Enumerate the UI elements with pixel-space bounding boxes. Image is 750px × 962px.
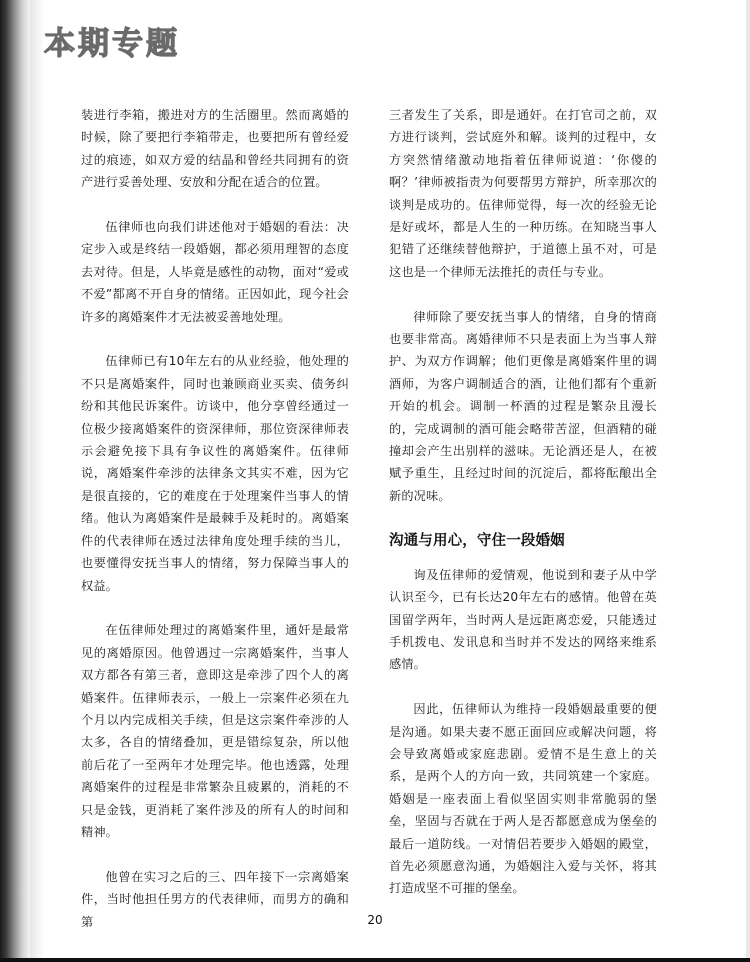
section-header-title: 本期专题: [44, 26, 180, 62]
paragraph: 伍律师已有10年左右的从业经验，他处理的不只是离婚案件，同时也兼顾商业买卖、债务纠纷和其他民诉案件。访谈中，他分享曾经通过一位极少接离婚案件的资深律师，那位资深律师表示会避免接下具有争议性的离婚案件。伍律师说，离婚案件牵涉的法律条文其实不难，因为它是很直接的，它的难度在于处理案件当事人的情绪。他认为离婚案件是最棘手及耗时的。离婚案件的代表律师在透过法律角度处理手续的当儿，也要懂得安抚当事人的情绪，努力保障当事人的权益。: [81, 354, 349, 593]
paragraph: 询及伍律师的爱情观，他说到和妻子从中学认识至今，已有长达20年左右的感情。他曾在英国留学两年，当时两人是远距离恋爱，只能透过手机拨电、发讯息和当时并不发达的网络来维系感情。: [389, 567, 657, 672]
page-right-edge: [746, 0, 750, 962]
right-column: [389, 104, 657, 922]
paragraph: 三者发生了关系，即是通奸。在打官司之前，双方进行谈判，尝试庭外和解。谈判的过程中，女方突然情绪激动地指着伍律师说道：‘你傻的啊？’律师被指责为何要帮男方辩护，所幸那次的谈判是成功的。伍律师觉得，每一次的经验无论是好或坏，都是人生的一种历练。在知晓当事人犯错了还继续替他辩护，于道德上虽不对，可是这也是一个律师无法推托的责任与专业。: [389, 108, 657, 279]
paragraph: 他曾在实习之后的三、四年接下一宗离婚案件，当时他担任男方的代表律师，而男方的确和第: [81, 869, 349, 929]
book-spine-shadow: [0, 0, 30, 962]
paragraph: 在伍律师处理过的离婚案件里，通奸是最常见的离婚原因。他曾遇过一宗离婚案件，当事人双方都各有第三者，意即这是牵涉了四个人的离婚案件。伍律师表示，一般上一宗案件必须在九个月以内完成相关手续，但是这宗案件牵涉的人太多，各自的情绪叠加，更是错综复杂，所以他前后花了一至两年才处理完毕。他也透露，处理离婚案件的过程是非常繁杂且疲累的，消耗的不只是金钱，更消耗了案件涉及的所有人的时间和精神。: [81, 623, 349, 839]
section-heading: 沟通与用心，守住一段婚姻: [389, 532, 565, 549]
paragraph: 装进行李箱，搬进对方的生活圈里。然而离婚的时候，除了要把行李箱带走，也要把所有曾经爱过的痕迹，如双方爱的结晶和曾经共同拥有的资产进行妥善处理、安放和分配在适合的位置。: [81, 108, 349, 190]
paragraph: 律师除了要安抚当事人的情绪，自身的情商也要非常高。离婚律师不只是表面上为当事人辩护、为双方作调解；他们更像是离婚案件里的调酒师，为客户调制适合的酒，让他们都有个重新开始的机会。调制一杯酒的过程是繁杂且漫长的，完成调制的酒可能会略带苦涩，但酒精的碰撞却会产生出别样的滋味。无论酒还是人，在被赋予重生，且经过时间的沉淀后，都将酝酿出全新的况味。: [389, 309, 657, 503]
page-number: 20: [367, 913, 383, 927]
left-column: [81, 104, 349, 955]
paragraph: 因此，伍律师认为维持一段婚姻最重要的便是沟通。如果夫妻不愿正面回应或解决问题，将会导致离婚或家庭悲剧。爱情不是生意上的关系，是两个人的方向一致，共同筑建一个家庭。婚姻是一座表面上看似坚固实则非常脆弱的堡垒，坚固与否就在于两人是否都愿意成为堡垒的最后一道防线。一对情侣若要步入婚姻的殿堂，首先必须愿意沟通，为婚姻注入爱与关怀，将其打造成坚不可摧的堡垒。: [389, 702, 657, 896]
paragraph: 伍律师也向我们讲述他对于婚姻的看法：决定步入或是终结一段婚姻，都必须用理智的态度去对待。但是，人毕竟是感性的动物，面对“爱或不爱”都离不开自身的情绪。正因如此，现今社会许多的离婚案件才无法被妥善地处理。: [81, 220, 349, 324]
page-bottom-edge: [0, 958, 750, 962]
page-gutter-shadow: [30, 0, 44, 962]
